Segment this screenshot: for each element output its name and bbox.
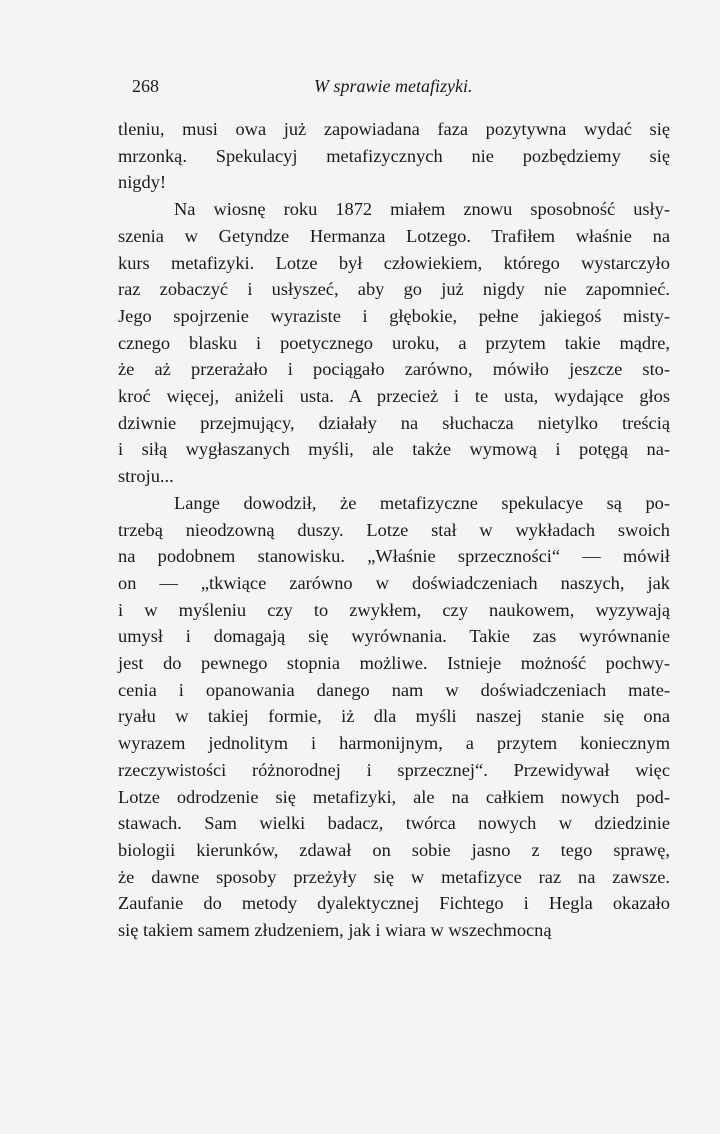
text-line: rzeczywistości różnorodnej i sprzecznej“. Przewidywał więc — [118, 759, 670, 780]
text-line: Zaufanie do metody dyalektycznej Fichtego i Hegla okazało — [118, 893, 670, 914]
text-line: że dawne sposoby przeżyły się w metafizyce raz na zawsze. — [118, 866, 670, 887]
text-line: jest do pewnego stopnia możliwe. Istnieje możność pochwy- — [118, 653, 670, 674]
text-line: kroć więcej, aniżeli usta. A przecież i te usta, wydające głos — [118, 386, 670, 407]
paragraph — [118, 116, 670, 196]
text-line: cenia i opanowania danego nam w doświadczeniach mate- — [118, 679, 670, 700]
text-line: stawach. Sam wielki badacz, twórca nowych w dziedzinie — [118, 813, 670, 834]
body-text — [118, 116, 670, 944]
paragraph — [118, 490, 670, 944]
text-line: i w myśleniu czy to zwykłem, czy naukowem, wyzywają — [118, 599, 670, 620]
text-line: biologii kierunków, zdawał on sobie jasno z tego sprawę, — [118, 839, 670, 860]
text-line: wyrazem jednolitym i harmonijnym, a przytem koniecznym — [118, 733, 670, 754]
page-number: 268 — [132, 76, 159, 96]
text-line: szenia w Getyndze Hermanza Lotzego. Trafiłem właśnie na — [118, 225, 670, 246]
text-line: trzebą nieodzowną duszy. Lotze stał w wykładach swoich — [118, 519, 670, 540]
running-title: W sprawie metafizyki. — [314, 76, 473, 96]
text-line: stroju... — [118, 466, 174, 487]
text-line: Lange dowodził, że metafizyczne spekulacye są po- — [174, 492, 670, 513]
text-line: dziwnie przejmujący, działały na słuchacza nietylko treścią — [118, 412, 670, 433]
text-line: na podobnem stanowisku. „Właśnie sprzeczności“ — mówił — [118, 546, 670, 567]
text-line: raz zobaczyć i usłyszeć, aby go już nigdy nie zapomnieć. — [118, 279, 670, 300]
text-line: Jego spojrzenie wyraziste i głębokie, pełne jakiegoś misty- — [118, 305, 670, 326]
text-line: się takiem samem złudzeniem, jak i wiara w wszechmocną — [118, 920, 552, 941]
text-line: Lotze odrodzenie się metafizyki, ale na całkiem nowych pod- — [118, 786, 670, 807]
text-line: kurs metafizyki. Lotze był człowiekiem, którego wystarczyło — [118, 252, 670, 273]
text-line: tleniu, musi owa już zapowiadana faza pozytywna wydać się — [118, 119, 670, 139]
text-line: że aż przerażało i pociągało zarówno, mówiło jeszcze sto- — [118, 359, 670, 380]
text-line: mrzonką. Spekulacyj metafizycznych nie pozbędziemy się — [118, 145, 670, 166]
text-line: ryału w takiej formie, iż dla myśli naszej stanie się ona — [118, 706, 670, 727]
text-line: on — „tkwiące zarówno w doświadczeniach naszych, jak — [118, 572, 670, 593]
page-header — [118, 68, 670, 98]
text-line: umysł i domagają się wyrównania. Takie zas wyrównanie — [118, 626, 670, 647]
text-line: Na wiosnę roku 1872 miałem znowu sposobność usły- — [174, 199, 670, 220]
text-line: i siłą wygłaszanych myśli, ale także wymową i potęgą na- — [118, 439, 670, 460]
text-line: cznego blasku i poetycznego uroku, a przytem takie mądre, — [118, 332, 670, 353]
text-line: nigdy! — [118, 172, 167, 193]
paragraph — [118, 196, 670, 490]
